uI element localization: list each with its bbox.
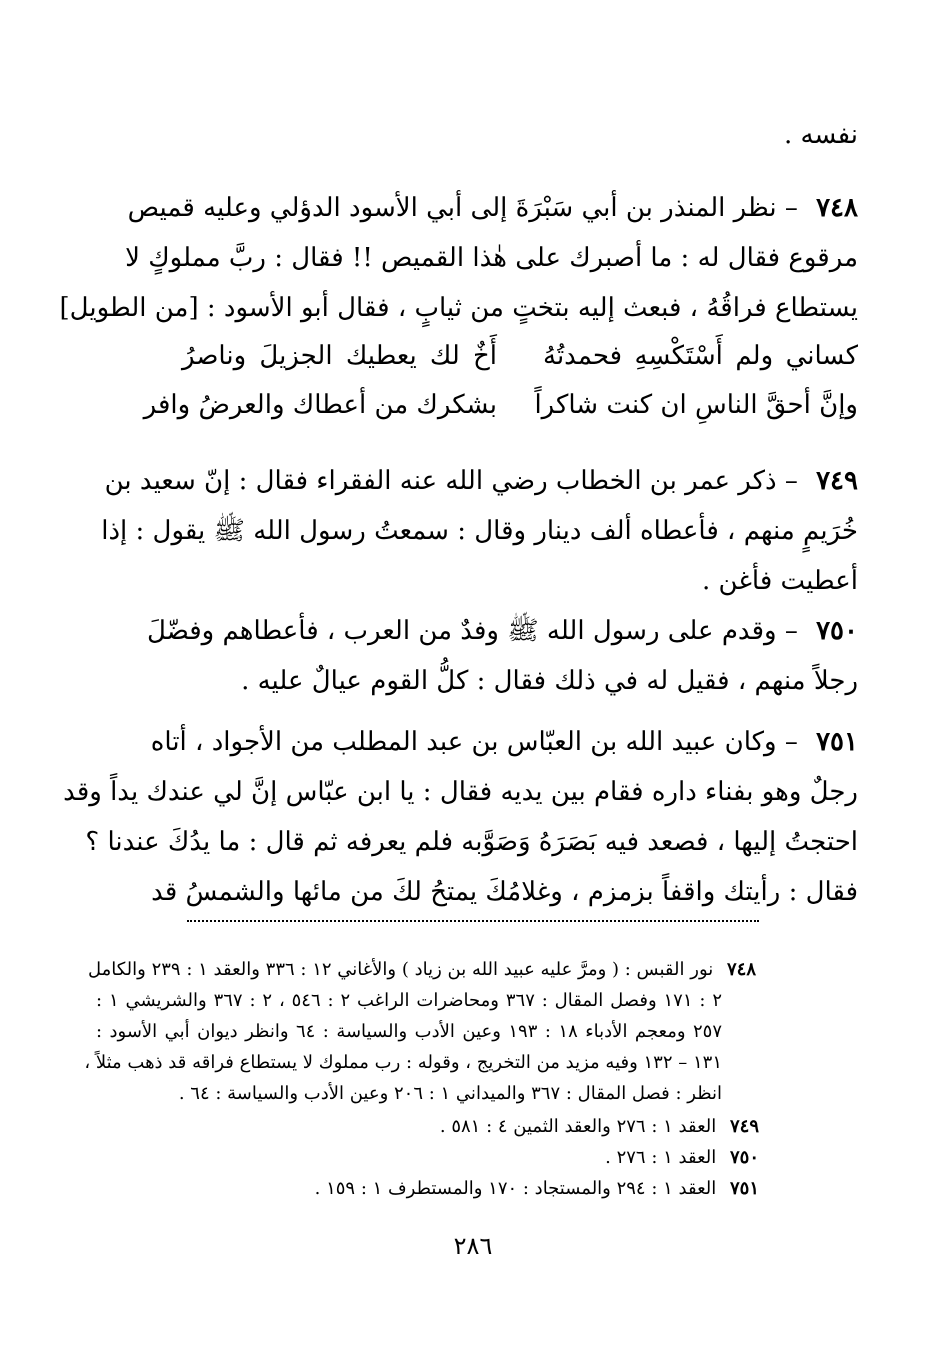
entry-number: ٧٤٩ xyxy=(816,466,858,496)
footnote-749 xyxy=(84,1111,759,1142)
entry-line: فقال : رأيتك واقفاً بزمزم ، وغلامُكَ يمتحُ لكَ من مائها والشمسُ قد xyxy=(151,877,858,907)
footnote-line: ٢٥٧ ومعجم الأدباء ١٨ : ١٩٣ وعين الأدب والسياسة : ٦٤ وانظر ديوان أبي الأسود : xyxy=(96,1021,723,1042)
entry-text: وكان عبيد الله بن العبّاس بن عبد المطلب من الأجواد ، أتاه xyxy=(150,727,777,757)
footnote-line xyxy=(84,1111,759,1142)
entry-line xyxy=(127,183,858,233)
footnote-line xyxy=(87,954,756,985)
footnote-separator xyxy=(187,920,759,922)
footnote-number: ٧٥١ xyxy=(729,1178,759,1199)
entry-line xyxy=(147,606,858,656)
entry-line: احتجتُ إليها ، فصعد فيه بَصَرَهُ وَصَوَّبه فلم يعرفه ثم قال : ما يدُكَ عندنا ؟ xyxy=(85,827,858,857)
entry-line xyxy=(150,717,858,767)
verse-second-hemistich: أَخٌ لك يعطيك الجزيلَ وناصرُ xyxy=(182,341,497,371)
footnote-text: العقد ١ : ٢٧٦ والعقد الثمين ٤ : ٥٨١ . xyxy=(439,1116,717,1137)
entry-number: ٧٤٨ xyxy=(816,193,858,223)
verse-second-hemistich: بشكرك من أعطاك والعرضُ وافر xyxy=(143,390,497,420)
entry-751 xyxy=(63,717,858,917)
entry-text: وقدم على رسول الله ﷺ وفدٌ من العرب ، فأعطاهم وفضّلَ xyxy=(147,616,777,646)
page-number: ٢٨٦ xyxy=(453,1232,493,1260)
entry-dash: – xyxy=(784,727,798,757)
entry-number: ٧٥١ xyxy=(816,727,858,757)
entry-dash: – xyxy=(784,193,798,223)
continuation-text xyxy=(182,120,858,150)
entry-line: مرقوع فقال له : ما أصبرك على هٰذا القميص !! فقال : ربَّ مملوكٍ لا xyxy=(125,243,858,273)
footnote-text: العقد ١ : ٢٧٦ . xyxy=(605,1147,717,1168)
entry-line: أعطيت فأغن . xyxy=(702,566,858,596)
footnote-line: ١٣١ – ١٣٢ وفيه مزيد من التخريج ، وقوله : رب مملوك لا يستطاع فراقه قد ذهب مثلاً ، xyxy=(84,1052,722,1073)
footnote-text: نور القبس : ( ومرَّ عليه عبيد الله بن زياد ) والأغاني ١٢ : ٣٣٦ والعقد ١ : ٢٣٩ والكامل xyxy=(87,959,714,980)
footnote-number: ٧٤٩ xyxy=(729,1116,759,1137)
verse-line xyxy=(143,381,858,430)
entry-line: رجلاً منهم ، فقيل له في ذلك فقال : كلُّ القوم عيالٌ عليه . xyxy=(241,666,858,696)
entry-750 xyxy=(147,606,858,706)
entry-748 xyxy=(59,183,858,333)
entry-line: رجلٌ وهو بفناء داره فقام بين يديه فقال : يا ابن عبّاس إنَّ لي عندك يداً وقد xyxy=(63,777,858,807)
footnote-line: انظر : فصل المقال : ٣٦٧ والميداني ١ : ٢٠٦ وعين الأدب والسياسة : ٦٤ . xyxy=(178,1083,722,1104)
footnote-line xyxy=(84,1142,759,1173)
entry-line: يستطاع فراقُهُ ، فبعث إليه بتختٍ من ثيابٍ ، فقال أبو الأسود : [من الطويل] xyxy=(59,293,858,323)
footnote-text: العقد ١ : ٢٩٤ والمستجاد : ١٧٠ والمستطرف ١ : ١٥٩ . xyxy=(314,1178,717,1199)
continuation-line: نفسه . xyxy=(783,120,858,150)
entry-dash: – xyxy=(784,466,798,496)
footnote-number: ٧٥٠ xyxy=(729,1147,759,1168)
entry-text: نظر المنذر بن أبي سَبْرَةَ إلى أبي الأسود الدؤلي وعليه قميص xyxy=(127,193,777,223)
poem-verses xyxy=(143,332,858,430)
entry-text: ذكر عمر بن الخطاب رضي الله عنه الفقراء فقال : إنّ سعيد بن xyxy=(104,466,777,496)
footnote-750 xyxy=(84,1142,759,1173)
verse-first-hemistich: وإنَّ أحقَّ الناسِ ان كنت شاكراً xyxy=(534,390,858,420)
entry-749 xyxy=(101,456,858,606)
verse-line xyxy=(182,332,858,381)
footnote-751 xyxy=(84,1173,759,1204)
footnote-line: ٢ : ١٧١ وفصل المقال : ٣٦٧ ومحاضرات الراغب ٢ : ٥٤٦ ، ٢ : ٣٦٧ والشريشي ١ : xyxy=(96,990,723,1011)
footnote-line xyxy=(84,1173,759,1204)
entry-line: خُرَيمٍ منهم ، فأعطاه ألف دينار وقال : سمعتُ رسول الله ﷺ يقول : إذا xyxy=(101,516,858,546)
verse-first-hemistich: كساني ولم أَسْتَكْسِهِ فحمدتُهُ xyxy=(543,341,858,371)
footnote-number: ٧٤٨ xyxy=(726,959,756,980)
entry-number: ٧٥٠ xyxy=(816,616,858,646)
entry-line xyxy=(104,456,858,506)
entry-dash: – xyxy=(784,616,798,646)
footnote-748 xyxy=(84,954,756,1109)
